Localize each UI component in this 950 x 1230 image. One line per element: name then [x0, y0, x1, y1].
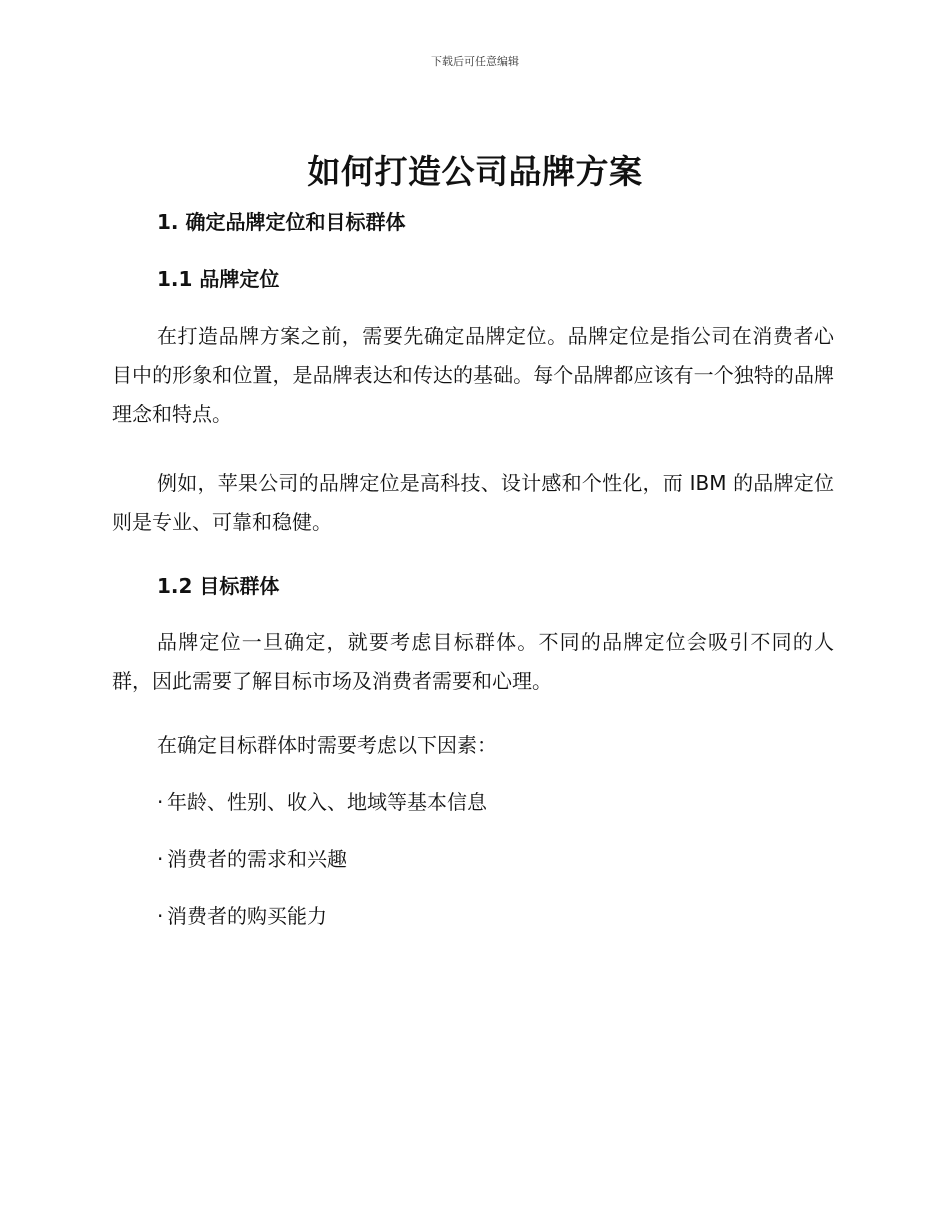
- subsection-heading-positioning: 1.1 品牌定位: [157, 267, 280, 291]
- list-item-text: 年龄、性别、收入、地域等基本信息: [167, 790, 487, 814]
- factors-intro: 在确定目标群体时需要考虑以下因素：: [157, 733, 497, 757]
- subsection-heading-target-group: 1.2 目标群体: [157, 574, 280, 598]
- bullet-marker: ·: [157, 790, 164, 814]
- list-item: [157, 786, 834, 818]
- list-item-text: 消费者的需求和兴趣: [167, 847, 347, 871]
- section-heading: 1. 确定品牌定位和目标群体: [157, 210, 406, 234]
- paragraph-positioning-example: 例如，苹果公司的品牌定位是高科技、设计感和个性化，而 IBM 的品牌定位则是专业、可靠和稳健。: [112, 471, 834, 534]
- list-item-text: 消费者的购买能力: [167, 904, 327, 928]
- paragraph-positioning-intro: 在打造品牌方案之前，需要先确定品牌定位。品牌定位是指公司在消费者心目中的形象和位置，是品牌表达和传达的基础。每个品牌都应该有一个独特的品牌理念和特点。: [112, 324, 834, 426]
- document-title: 如何打造公司品牌方案: [307, 152, 643, 191]
- bullet-marker: ·: [157, 904, 164, 928]
- page-header-note: 下载后可任意编辑: [431, 55, 519, 68]
- paragraph-target-group: 品牌定位一旦确定，就要考虑目标群体。不同的品牌定位会吸引不同的人群，因此需要了解目标市场及消费者需要和心理。: [112, 630, 834, 693]
- list-item: [157, 843, 834, 875]
- bullet-marker: ·: [157, 847, 164, 871]
- list-item: [157, 900, 834, 932]
